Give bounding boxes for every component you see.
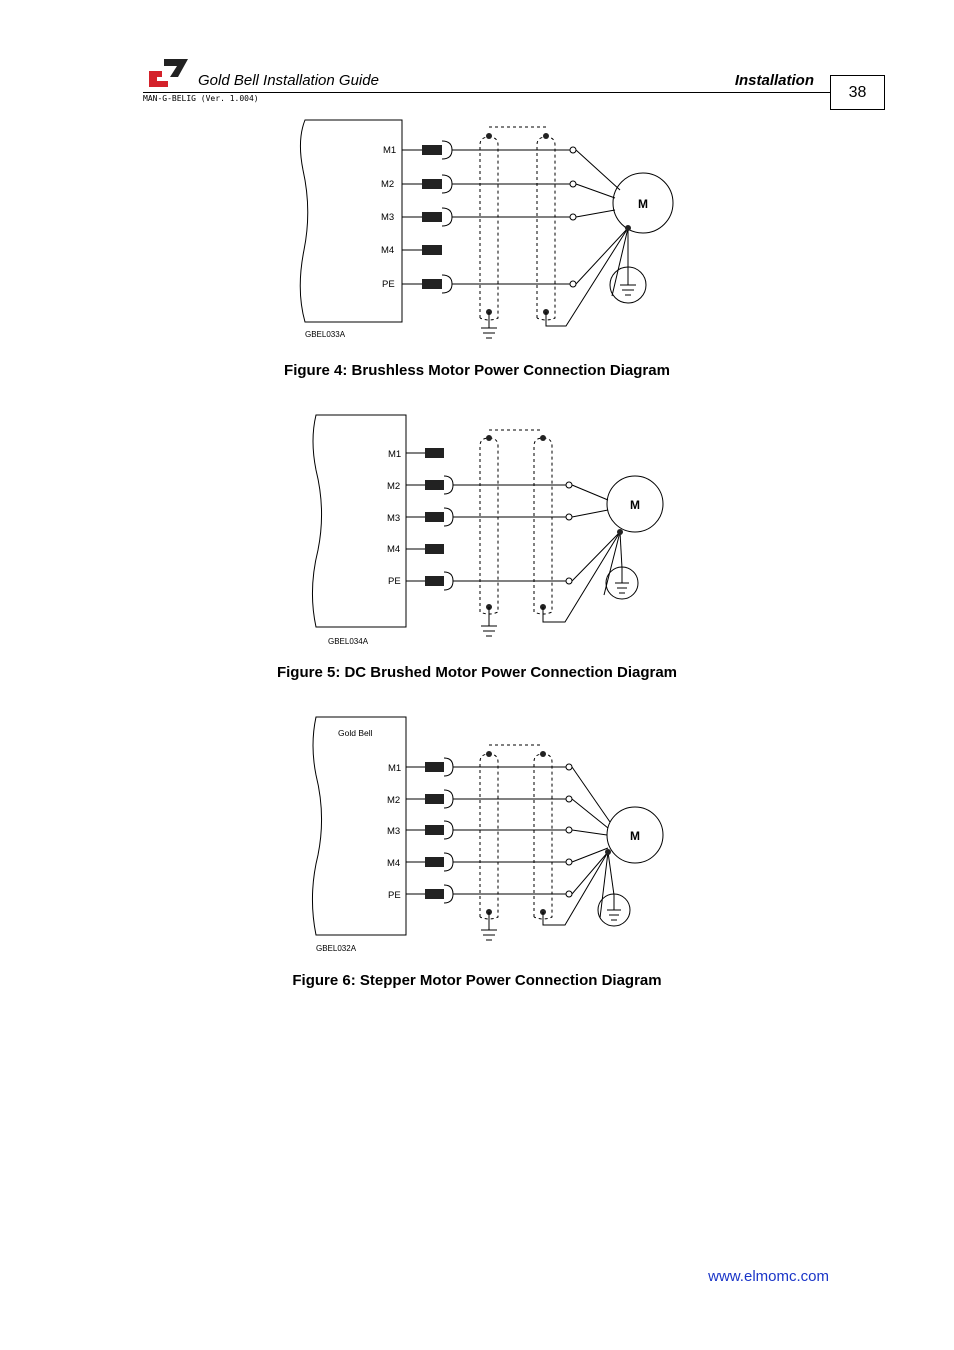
motor-label: M bbox=[630, 498, 640, 512]
figure-6-caption: Figure 6: Stepper Motor Power Connection Diagram bbox=[292, 972, 662, 989]
terminal-label: M1 bbox=[388, 449, 402, 460]
terminal-label: M2 bbox=[387, 795, 401, 806]
terminal-label: PE bbox=[388, 576, 401, 587]
motor-label: M bbox=[630, 829, 640, 843]
drive-label: Gold Bell bbox=[338, 728, 373, 738]
page-number: 38 bbox=[830, 75, 885, 110]
website-link[interactable]: www.elmomc.com bbox=[708, 1268, 829, 1285]
terminal-label: PE bbox=[388, 890, 401, 901]
figure-code: GBEL033A bbox=[305, 330, 346, 339]
terminal-label: M3 bbox=[381, 212, 395, 223]
document-code: MAN-G-BELIG (Ver. 1.004) bbox=[143, 94, 259, 103]
motor-label: M bbox=[638, 197, 648, 211]
terminal-label: M4 bbox=[387, 858, 401, 869]
figure-5-caption: Figure 5: DC Brushed Motor Power Connection Diagram bbox=[276, 664, 678, 681]
terminal-label: PE bbox=[382, 279, 395, 290]
terminal-label: M4 bbox=[387, 544, 401, 555]
terminal-label: M3 bbox=[387, 826, 401, 837]
header-divider bbox=[143, 92, 831, 93]
figure-code: GBEL034A bbox=[328, 637, 369, 646]
figure-code: GBEL032A bbox=[316, 944, 357, 953]
terminal-label: M2 bbox=[387, 481, 401, 492]
terminal-label: M4 bbox=[381, 245, 395, 256]
elmo-logo bbox=[148, 57, 190, 89]
figure-4-caption: Figure 4: Brushless Motor Power Connection Diagram bbox=[284, 362, 670, 379]
document-title: Gold Bell Installation Guide bbox=[198, 72, 379, 89]
terminal-label: M1 bbox=[388, 763, 402, 774]
terminal-label: M3 bbox=[387, 513, 401, 524]
terminal-label: M2 bbox=[381, 179, 395, 190]
terminal-label: M1 bbox=[383, 145, 397, 156]
section-title: Installation bbox=[734, 72, 814, 89]
